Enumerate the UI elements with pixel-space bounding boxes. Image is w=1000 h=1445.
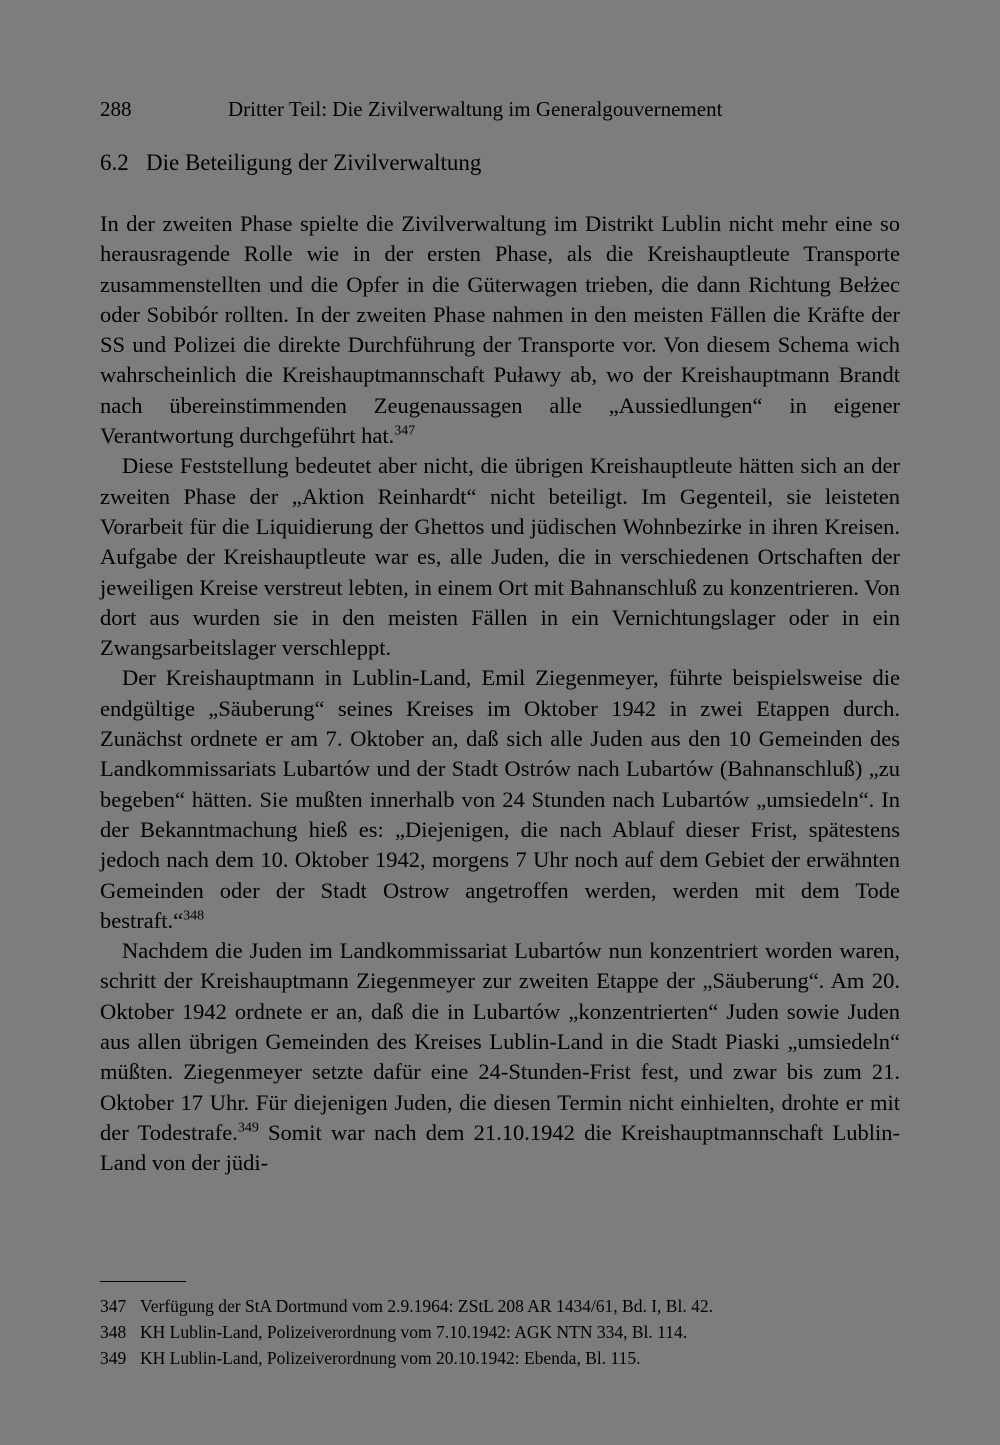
running-title: Dritter Teil: Die Zivilverwaltung im Generalgouvernement bbox=[228, 97, 723, 121]
footnote-number: 347 bbox=[100, 1296, 127, 1316]
paragraph bbox=[100, 451, 900, 663]
footnote-number: 348 bbox=[100, 1322, 127, 1342]
footnote-text: Verfügung der StA Dortmund vom 2.9.1964: ZStL 208 AR 1434/61, Bd. I, Bl. 42. bbox=[140, 1296, 713, 1316]
paragraph-text-continued: Somit war nach dem 21.10.1942 die Kreishauptmannschaft Lublin-Land von der jüdi- bbox=[100, 1119, 900, 1176]
paragraph-text: Nachdem die Juden im Landkommissariat Lubartów nun konzentriert worden waren, schritt der Kreishauptmann Ziegenmeyer zur zweiten Etappe der „Säuberung“. Am 20. Oktober 1942 ordnete er an, daß die in Lubartów „konzentrierten“ Juden sowie Juden aus allen übrigen Gemeinden des Kreises Lublin-Land in die Stadt Piaski „umsiedeln“ müßten. Ziegenmeyer setzte dafür eine 24-Stunden-Frist fest, und zwar bis zum 21. Oktober 17 Uhr. Für diejenigen Juden, die diesen Termin nicht einhielten, drohte er mit der Todestrafe. bbox=[100, 938, 900, 1145]
paragraph-text: Der Kreishauptmann in Lublin-Land, Emil Ziegenmeyer, führte beispielsweise die endgültige „Säuberung“ seines Kreises im Oktober 1942 in zwei Etappen durch. Zunächst ordnete er am 7. Oktober an, daß sich alle Juden aus den 10 Gemeinden des Landkommissariats Lubartów und der Stadt Ostrów nach Lubartów (Bahnanschluß) „zu begeben“ hätten. Sie mußten innerhalb von 24 Stunden nach Lubartów „umsiedeln“. In der Bekanntmachung hieß es: „Diejenigen, die nach Ablauf dieser Frist, spätestens jedoch nach dem 10. Oktober 1942, morgens 7 Uhr noch auf dem Gebiet der erwähnten Gemeinden oder der Stadt Ostrow angetroffen werden, werden mit dem Tode bestraft.“ bbox=[100, 665, 900, 933]
footnote-separator bbox=[100, 1281, 186, 1282]
footnote bbox=[100, 1345, 900, 1371]
section-number: 6.2 bbox=[100, 150, 129, 175]
footnote-text: KH Lublin-Land, Polizeiverordnung vom 7.10.1942: AGK NTN 334, Bl. 114. bbox=[140, 1322, 688, 1342]
section-heading bbox=[100, 148, 481, 178]
paragraph-text: In der zweiten Phase spielte die Zivilverwaltung im Distrikt Lublin nicht mehr eine so herausragende Rolle wie in der ersten Phase, als die Kreishauptleute Transporte zusammenstellten und die Opfer in die Güterwagen trieben, die dann Richtung Bełżec oder Sobibór rollten. In der zweiten Phase nahmen in den meisten Fällen die Kräfte der SS und Polizei die direkte Durchführung der Transporte vor. Von diesem Schema wich wahrscheinlich die Kreishauptmannschaft Puławy ab, wo der Kreishauptmann Brandt nach übereinstimmenden Zeugenaussagen alle „Aussiedlungen“ in eigener Verantwortung durchgeführt hat. bbox=[100, 211, 900, 449]
footnote-text: KH Lublin-Land, Polizeiverordnung vom 20.10.1942: Ebenda, Bl. 115. bbox=[140, 1348, 641, 1368]
running-head bbox=[100, 94, 900, 124]
footnotes bbox=[100, 1293, 900, 1371]
section-title: Die Beteiligung der Zivilverwaltung bbox=[146, 150, 482, 175]
footnote-reference[interactable]: 349 bbox=[237, 1120, 259, 1136]
paragraph-text: Diese Feststellung bedeutet aber nicht, die übrigen Kreishauptleute hätten sich an der zweiten Phase der „Aktion Reinhardt“ nicht beteiligt. Im Gegenteil, sie leisteten Vorarbeit für die Liquidierung der Ghettos und jüdischen Wohnbezirke in ihren Kreisen. Aufgabe der Kreishauptleute war es, alle Juden, die in verschiedenen Ortschaften der jeweiligen Kreise verstreut lebten, in einem Ort mit Bahnanschluß zu konzentrieren. Von dort aus wurden sie in den meisten Fällen in ein Vernichtungslager oder in ein Zwangsarbeitslager verschleppt. bbox=[100, 453, 900, 661]
paragraph bbox=[100, 209, 900, 451]
footnote-reference[interactable]: 347 bbox=[394, 423, 416, 439]
footnote bbox=[100, 1293, 900, 1319]
footnote-number: 349 bbox=[100, 1348, 127, 1368]
page-number: 288 bbox=[100, 97, 132, 121]
paragraph bbox=[100, 663, 900, 936]
body-text bbox=[100, 209, 900, 1179]
paragraph bbox=[100, 936, 900, 1178]
footnote bbox=[100, 1319, 900, 1345]
footnote-reference[interactable]: 348 bbox=[183, 908, 205, 924]
